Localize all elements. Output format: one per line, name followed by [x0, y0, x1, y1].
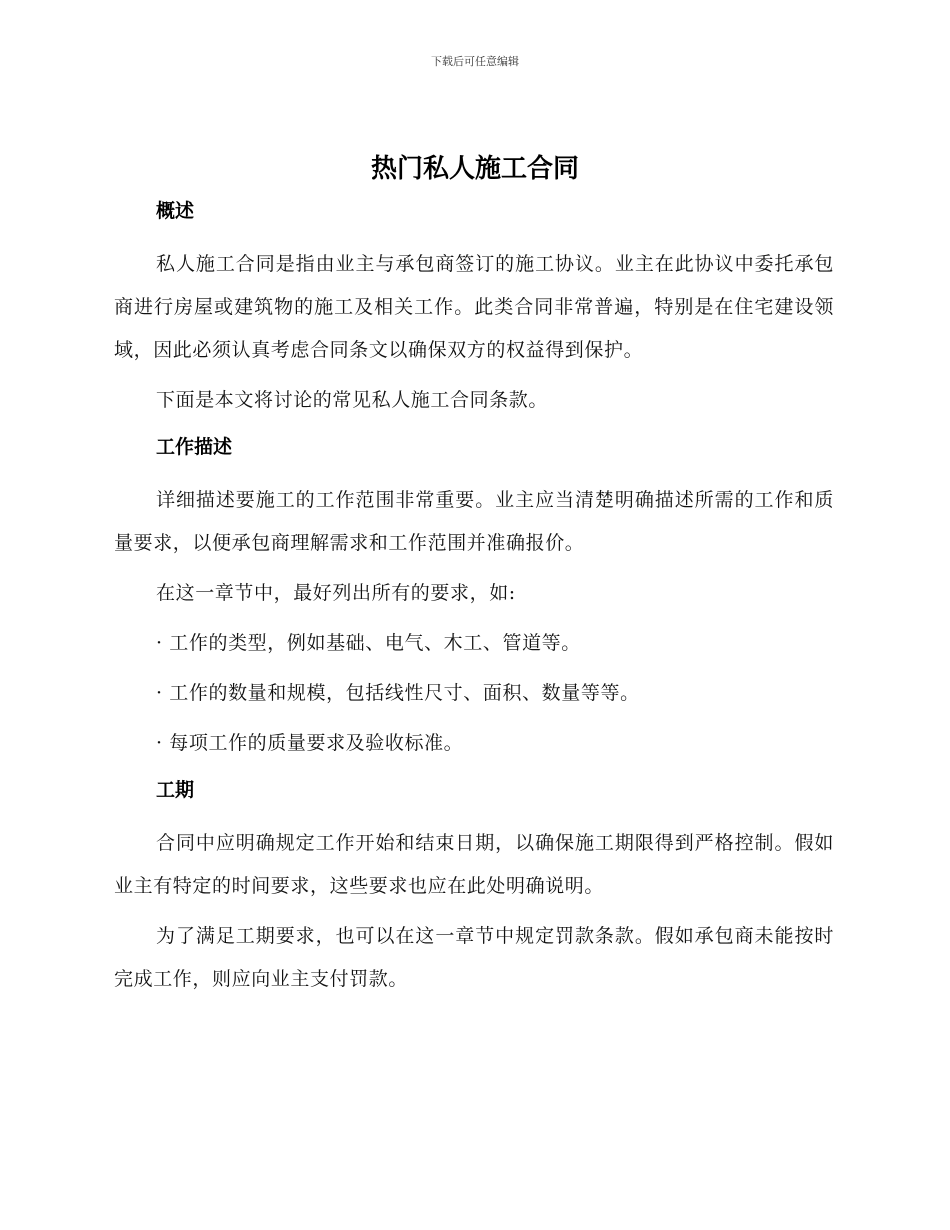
paragraph: 详细描述要施工的工作范围非常重要。业主应当清楚明确描述所需的工作和质量要求，以便承包商理解需求和工作范围并准确报价。	[114, 489, 834, 554]
document-body	[114, 193, 834, 1008]
paragraph: 在这一章节中，最好列出所有的要求，如:	[156, 582, 516, 604]
list-item: · 工作的类型，例如基础、电气、木工、管道等。	[156, 632, 581, 654]
list-item: · 工作的数量和规模，包括线性尺寸、面积、数量等等。	[156, 682, 640, 704]
list-item: · 每项工作的质量要求及验收标准。	[156, 732, 464, 754]
document-title: 热门私人施工合同	[370, 154, 579, 184]
section-heading: 概述	[156, 200, 195, 222]
paragraph: 私人施工合同是指由业主与承包商签订的施工协议。业主在此协议中委托承包商进行房屋或建筑物的施工及相关工作。此类合同非常普遍，特别是在住宅建设领域，因此必须认真考虑合同条文以确保双方的权益得到保护。	[114, 253, 834, 361]
page-header-note: 下载后可任意编辑	[431, 55, 519, 68]
paragraph: 下面是本文将讨论的常见私人施工合同条款。	[156, 389, 549, 411]
section-heading: 工作描述	[156, 436, 233, 458]
paragraph: 为了满足工期要求，也可以在这一章节中规定罚款条款。假如承包商未能按时完成工作，则应向业主支付罚款。	[114, 925, 834, 990]
section-overview	[114, 193, 834, 422]
section-schedule	[114, 772, 834, 1001]
paragraph: 合同中应明确规定工作开始和结束日期，以确保施工期限得到严格控制。假如业主有特定的时间要求，这些要求也应在此处明确说明。	[114, 832, 834, 897]
section-work-description	[114, 429, 834, 765]
section-heading: 工期	[156, 779, 195, 801]
